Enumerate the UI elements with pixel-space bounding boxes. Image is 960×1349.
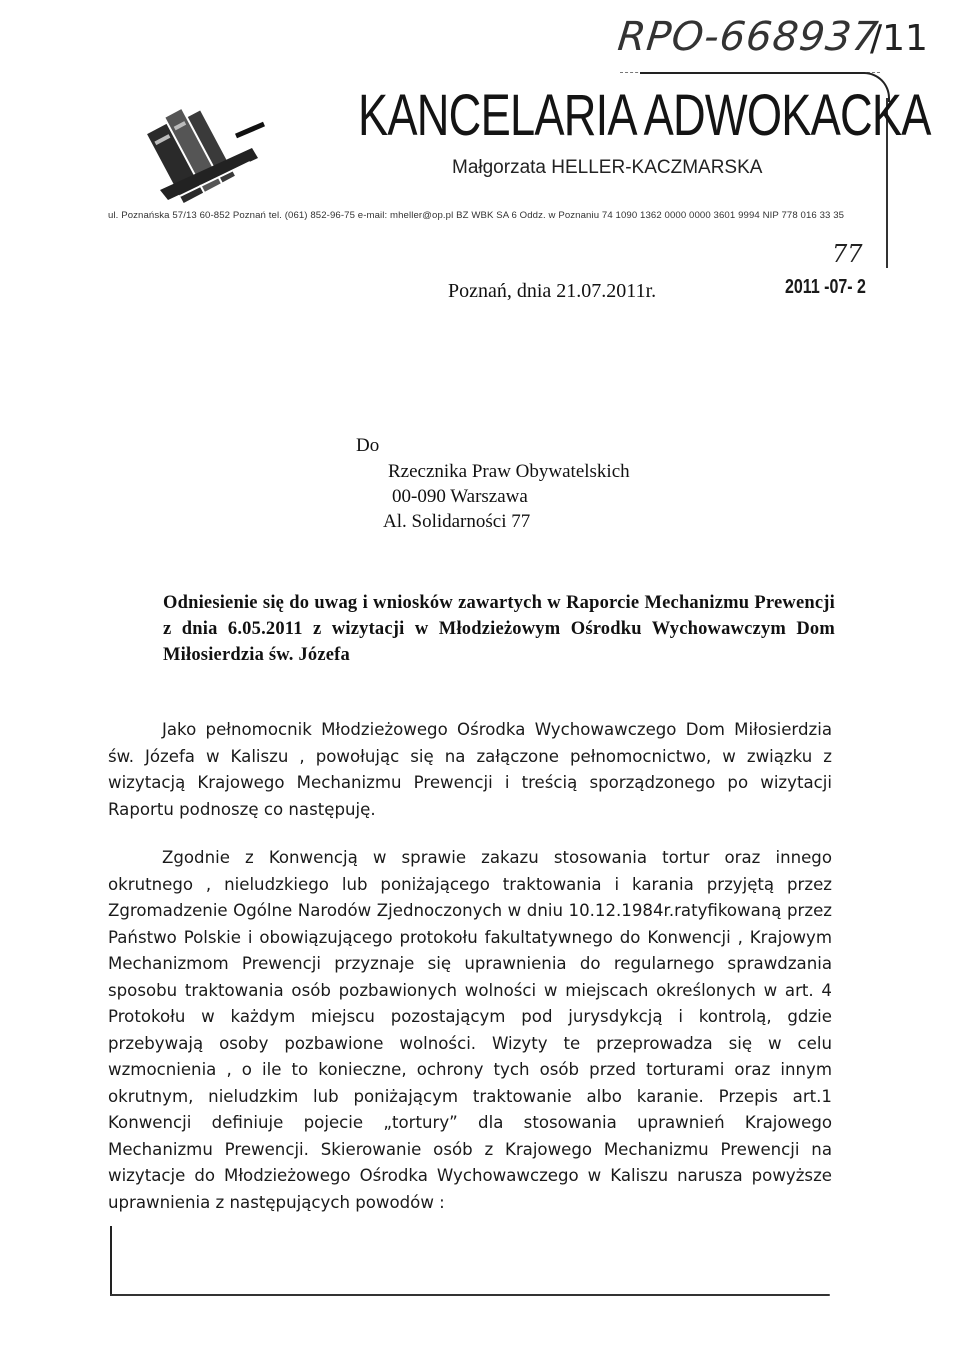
recipient-street: Al. Solidarności 77	[383, 511, 531, 532]
recipient-prefix: Do	[356, 435, 380, 456]
body-paragraph-2: Zgodnie z Konwencją w sprawie zakazu stosowania tortur oraz innego okrutnego , nieludzkiego lub poniżającego traktowania i karania przyjętą przez Zgromadzenie Ogólne Narodów Zjednoczonych w dniu 10.12.1984r.ratyfikowaną przez Państwo Polskie i obowiązującego protokołu fakultatywnego do Konwencji , Krajowym Mechanizmom Prewencji przyznaje się uprawnienia do regularnego sprawdzania sposobu traktowania osób pozbawionych wolności w miejscach określonych w art. 4 Protokołu w każdym miejscu pozostającym pod jurysdykcją i kontrolą, gdzie przebywają osoby pozbawione wolności. Wizyty te przeprowadza się w celu wzmocnienia , o ile to konieczne, ochrony tych osób przed torturami oraz innym okrutnym, nieludzkim lub poniżającym traktowanie albo karanie. Przepis art.1 Konwencji definiuje pojecie „tortury” dla stosowania uprawnień Krajowego Mechanizmu Prewencji. Skierowanie osób z Krajowego Mechanizmu Prewencji na wizytacje do Młodzieżowego Ośrodka Wychowawczego w Kaliszu narusza powyższe uprawnienia z następujących powodów :	[108, 848, 832, 1212]
received-date-stamp: 2011 -07- 2	[785, 276, 866, 298]
registry-stamp-suffix: /11	[870, 18, 928, 59]
registry-stamp-number: RPO-668937	[615, 14, 881, 60]
firm-title: KANCELARIA ADWOKACKA	[358, 83, 931, 148]
page-frame-left	[110, 1226, 112, 1296]
firm-contact-line: ul. Poznańska 57/13 60-852 Poznań tel. (061) 852-96-75 e-mail: mheller@op.pl BZ WBK SA 6 Oddz. w Poznaniu 74 1090 1362 0000 0000 3601 9994 NIP 778 016 33 35	[108, 210, 845, 221]
letter-subject: Odniesienie się do uwag i wniosków zawartych w Raporcie Mechanizmu Prewencji z dnia 6.05.2011 z wizytacji w Młodzieżowym Ośrodku Wychowawczym Dom Miłosierdzia św. Józefa	[163, 593, 835, 665]
handwritten-annotation: 77	[832, 240, 863, 268]
recipient-city: 00-090 Warszawa	[392, 486, 528, 507]
law-books-logo-icon	[140, 78, 270, 208]
body-paragraph-1: Jako pełnomocnik Młodzieżowego Ośrodka Wychowawczego Dom Miłosierdzia św. Józefa w Kaliszu , powołując się na załączone pełnomocnictwo, w związku z wizytacją Krajowego Mechanizmu Prewencji i treścią sporządzonego po wizytacji Raportu podnoszę co następuję.	[108, 720, 832, 819]
place-and-date: Poznań, dnia 21.07.2011r.	[448, 280, 657, 302]
recipient-name: Rzecznika Praw Obywatelskich	[388, 461, 630, 482]
page-frame-bottom	[110, 1294, 830, 1296]
firm-owner-name: Małgorzata HELLER-KACZMARSKA	[452, 157, 763, 178]
